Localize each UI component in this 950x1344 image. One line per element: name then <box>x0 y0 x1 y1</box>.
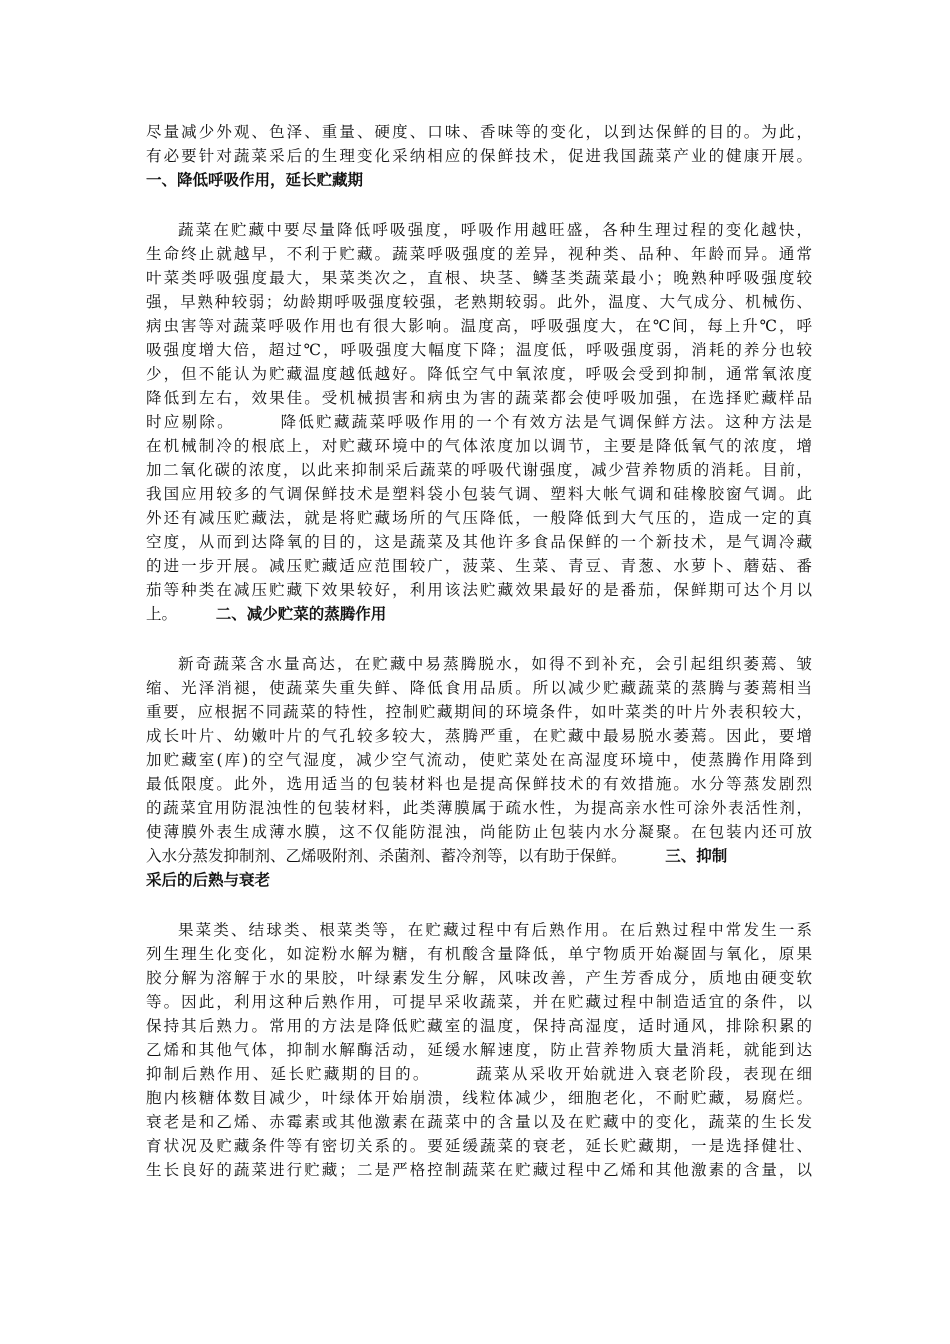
section-heading: 三、抑制 <box>665 846 728 865</box>
paragraph-line: 病虫害等对蔬菜呼吸作用也有很大影响。温度高，呼吸强度大，在℃间，每上升℃，呼 <box>146 317 812 335</box>
paragraph-line: 最低限度。此外，选用适当的包装材料也是提高保鲜技术的有效措施。水分等蒸发剧烈 <box>146 775 812 793</box>
paragraph-tail: 上。 <box>146 605 216 623</box>
paragraph-gap <box>146 192 812 218</box>
paragraph-line: 空度，从而到达降氧的目的，这是蔬菜及其他许多食品保鲜的一个新技术，是气调冷藏 <box>146 533 812 551</box>
paragraph-line: 胞内核糖体数目减少，叶绿体开始崩溃，线粒体减少，细胞老化，不耐贮藏，易腐烂。 <box>146 1089 812 1107</box>
paragraph-line: 叶菜类呼吸强度最大，果菜类次之，直根、块茎、鳞茎类蔬菜最小；晚熟种呼吸强度较 <box>146 269 812 287</box>
paragraph-line: 育状况及贮藏条件等有密切关系的。要延缓蔬菜的衰老，延长贮藏期，一是选择健壮、 <box>146 1137 812 1155</box>
paragraph-line: 抑制后熟作用、延长贮藏期的目的。 蔬菜从采收开始就进入衰老阶段，表现在细 <box>146 1065 812 1083</box>
paragraph-line-with-heading <box>146 602 812 626</box>
paragraph-line: 新奇蔬菜含水量高达，在贮藏中易蒸腾脱水，如得不到补充，会引起组织萎蔫、皱 <box>178 655 812 673</box>
paragraph-line: 生长良好的蔬菜进行贮藏；二是严格控制蔬菜在贮藏过程中乙烯和其他激素的含量，以 <box>146 1161 812 1179</box>
paragraph-line: 时应剔除。 降低贮藏蔬菜呼吸作用的一个有效方法是气调保鲜方法。这种方法是 <box>146 413 812 431</box>
paragraph-gap <box>146 892 812 918</box>
paragraph-line: 的进一步开展。减压贮藏适应范围较广，菠菜、生菜、青豆、青葱、水萝卜、蘑菇、番 <box>146 557 812 575</box>
paragraph-line: 列生理生化变化，如淀粉水解为糖，有机酸含量降低，单宁物质开始凝固与氧化，原果 <box>146 945 812 963</box>
intro-line: 尽量减少外观、色泽、重量、硬度、口味、香味等的变化，以到达保鲜的目的。为此， <box>146 123 812 141</box>
paragraph-line: 在机械制冷的根底上，对贮藏环境中的气体浓度加以调节，主要是降低氧气的浓度，增 <box>146 437 812 455</box>
paragraph-line: 胶分解为溶解于水的果胶，叶绿素发生分解，风味改善，产生芳香成分，质地由硬变软 <box>146 969 812 987</box>
intro-line: 有必要针对蔬菜采后的生理变化采纳相应的保鲜技术，促进我国蔬菜产业的健康开展。 <box>146 147 812 165</box>
section-heading: 二、减少贮菜的蒸腾作用 <box>215 604 387 623</box>
paragraph-line: 成长叶片、幼嫩叶片的气孔较多较大，蒸腾严重，在贮藏中最易脱水萎蔫。因此，要增 <box>146 727 812 745</box>
paragraph-line: 吸强度增大倍，超过℃，呼吸强度大幅度下降；温度低，呼吸强度弱，消耗的养分也较 <box>146 341 812 359</box>
paragraph-line: 外还有减压贮藏法，就是将贮藏场所的气压降低，一般降低到大气压的，造成一定的真 <box>146 509 812 527</box>
paragraph-line: 果菜类、结球类、根菜类等，在贮藏过程中有后熟作用。在后熟过程中常发生一系 <box>178 921 812 939</box>
paragraph-line: 等。因此，利用这种后熟作用，可提早采收蔬菜，并在贮藏过程中制造适宜的条件，以 <box>146 993 812 1011</box>
paragraph-line: 蔬菜在贮藏中要尽量降低呼吸强度，呼吸作用越旺盛，各种生理过程的变化越快， <box>178 221 812 239</box>
paragraph-line: 强，早熟种较弱；幼龄期呼吸强度较强，老熟期较弱。此外，温度、大气成分、机械伤、 <box>146 293 812 311</box>
document-page <box>146 120 812 1182</box>
paragraph-gap <box>146 626 812 652</box>
paragraph-line: 的蔬菜宜用防混浊性的包装材料，此类薄膜属于疏水性，为提高亲水性可涂外表活性剂， <box>146 799 812 817</box>
paragraph-line: 使薄膜外表生成薄水膜，这不仅能防混浊，尚能防止包装内水分凝聚。在包装内还可放 <box>146 823 812 841</box>
paragraph-line-with-heading <box>146 844 812 868</box>
paragraph-line: 衰老是和乙烯、赤霉素或其他激素在蔬菜中的含量以及在贮藏中的变化，蔬菜的生长发 <box>146 1113 812 1131</box>
paragraph-tail: 入水分蒸发抑制剂、乙烯吸附剂、杀菌剂、蓄冷剂等，以有助于保鲜。 <box>146 847 666 865</box>
paragraph-line: 乙烯和其他气体，抑制水解酶活动，延缓水解速度，防止营养物质大量消耗，就能到达 <box>146 1041 812 1059</box>
section-heading: 一、降低呼吸作用，延长贮藏期 <box>146 170 364 189</box>
paragraph-line: 降低到左右，效果佳。受机械损害和病虫为害的蔬菜都会使呼吸加强，在选择贮藏样品 <box>146 389 812 407</box>
section-heading-continued: 采后的后熟与衰老 <box>146 870 271 889</box>
paragraph-line: 生命终止就越早，不利于贮藏。蔬菜呼吸强度的差异，视种类、品种、年龄而异。通常 <box>146 245 812 263</box>
paragraph-line: 缩、光泽消褪，使蔬菜失重失鲜、降低食用品质。所以减少贮藏蔬菜的蒸腾与萎蔫相当 <box>146 679 812 697</box>
paragraph-line: 加二氧化碳的浓度，以此来抑制采后蔬菜的呼吸代谢强度，减少营养物质的消耗。目前， <box>146 461 812 479</box>
paragraph-line: 加贮藏室(库)的空气湿度，减少空气流动，使贮菜处在高湿度环境中，使蒸腾作用降到 <box>146 751 812 769</box>
paragraph-line: 我国应用较多的气调保鲜技术是塑料袋小包装气调、塑料大帐气调和硅橡胶窗气调。此 <box>146 485 812 503</box>
paragraph-line: 保持其后熟力。常用的方法是降低贮藏室的温度，保持高湿度，适时通风，排除积累的 <box>146 1017 812 1035</box>
paragraph-line: 重要，应根据不同蔬菜的特性，控制贮藏期间的环境条件，如叶菜类的叶片外表积较大， <box>146 703 812 721</box>
paragraph-line: 茄等种类在减压贮藏下效果较好，利用该法贮藏效果最好的是番茄，保鲜期可达个月以 <box>146 581 812 599</box>
paragraph-line: 少，但不能认为贮藏温度越低越好。降低空气中氧浓度，呼吸会受到抑制，通常氧浓度 <box>146 365 812 383</box>
